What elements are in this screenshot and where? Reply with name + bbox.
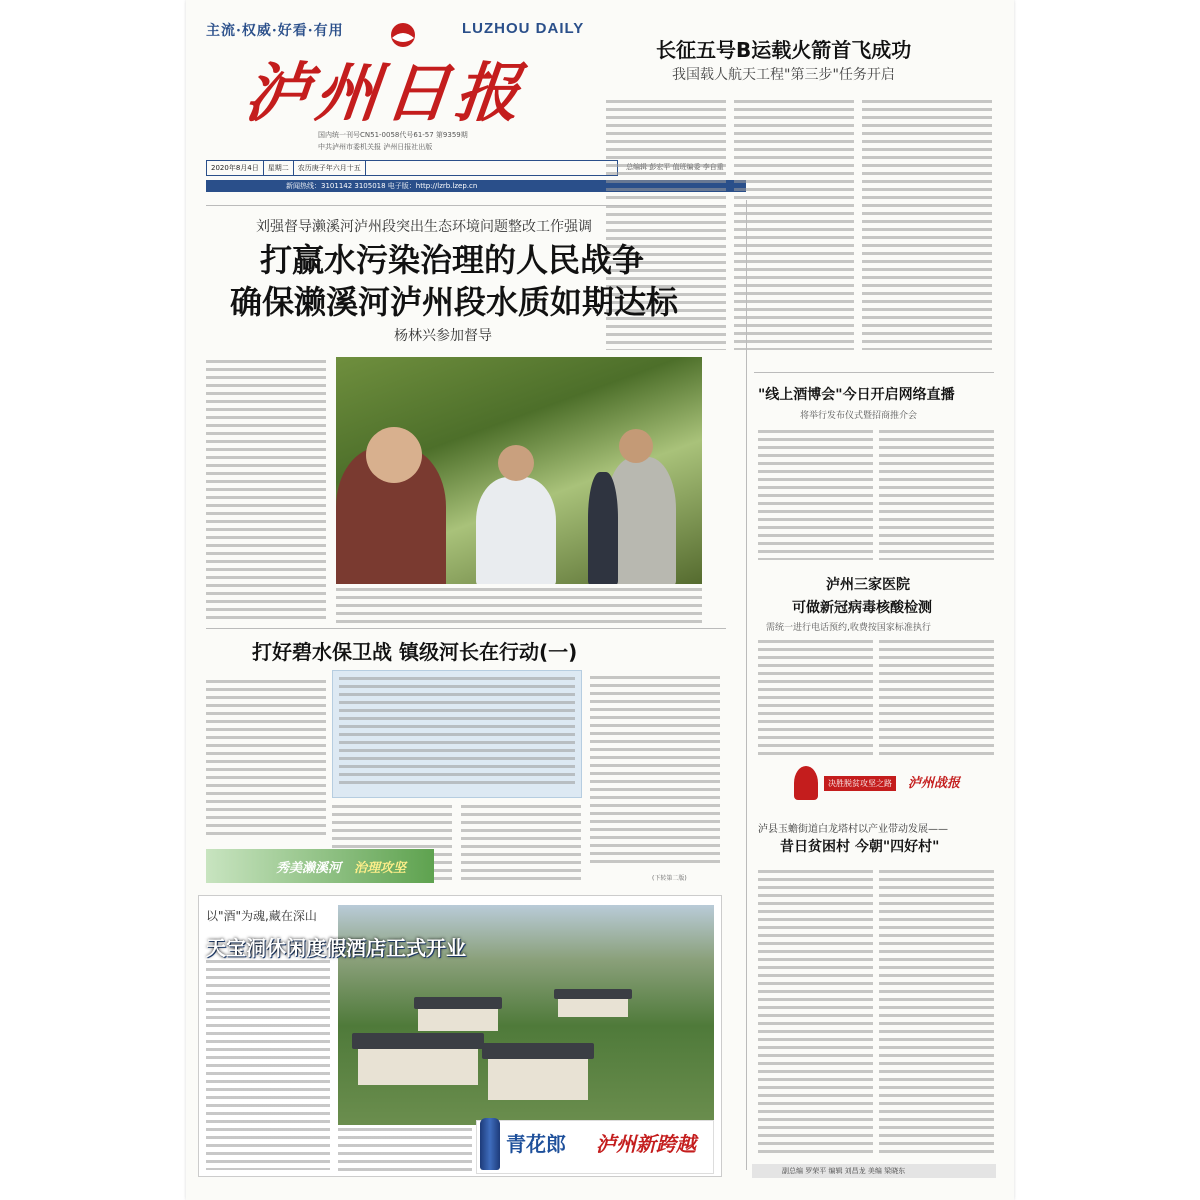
article-text (879, 640, 994, 755)
right-subhead-1: 将举行发布仪式暨招商推介会 (800, 411, 918, 421)
footer-credits: 副总编 罗荣平 编辑 刘昌龙 美编 梁晓东 (752, 1164, 996, 1178)
english-name: LUZHOU DAILY (462, 20, 585, 37)
main-subline: 杨林兴参加督导 (394, 328, 492, 344)
info-box (332, 670, 582, 798)
masthead-title: 泸州日报 (241, 56, 530, 131)
article-text (206, 960, 330, 1170)
article-text (879, 430, 994, 560)
article-text (734, 100, 854, 350)
right-headline-2a[interactable]: 泸州三家医院 (826, 577, 910, 593)
banner-text-right: 治理攻坚 (354, 861, 407, 876)
right-headline-3[interactable]: 昔日贫困村 今朝"四好村" (780, 839, 940, 855)
article-text (879, 870, 994, 1155)
poverty-title: 泸州战报 (908, 776, 961, 791)
main-headline-line1[interactable]: 打赢水污染治理的人民战争 (260, 241, 645, 279)
photo-caption (336, 588, 702, 624)
divider (206, 628, 726, 629)
ad-brand: 青花郎 (506, 1132, 566, 1156)
divider (206, 205, 726, 206)
lead-headline[interactable]: 长征五号B运载火箭首飞成功 (656, 38, 912, 62)
banner-text-left: 秀美濑溪河 (276, 861, 342, 876)
hotel-kicker: 以"酒"为魂,藏在深山 (206, 909, 317, 923)
continued-note: (下转第二版) (652, 875, 687, 882)
article-text (206, 360, 326, 620)
right-subhead-2: 需统一进行电话预约,收费按国家标准执行 (766, 623, 931, 633)
article-text (590, 676, 720, 866)
article-text (206, 680, 326, 840)
slogan: 主流·权威·好看·有用 (206, 23, 344, 39)
article-text (862, 100, 992, 350)
main-kicker: 刘强督导濑溪河泸州段突出生态环境问题整改工作强调 (256, 219, 592, 235)
publisher-line: 中共泸州市委机关报 泸州日报社出版 (318, 143, 433, 151)
article-text (758, 870, 873, 1155)
ad-slogan: 泸州新跨越 (596, 1132, 696, 1156)
article-text (606, 100, 726, 200)
hotel-headline[interactable]: 天宝洞休闲度假酒店正式开业 (206, 936, 466, 960)
divider (754, 372, 994, 373)
inspection-photo (336, 357, 702, 584)
article-text (461, 805, 581, 885)
poverty-emblem-icon (794, 766, 818, 800)
date-bar (206, 160, 618, 176)
right-headline-2b[interactable]: 可做新冠病毒核酸检测 (792, 600, 932, 616)
editors-line: 总编辑 彭宏平 值班编委 李自重 (626, 163, 724, 171)
lunar-date: 农历庚子年六月十五 (294, 161, 366, 175)
article-text (338, 1128, 472, 1172)
date: 2020年8月4日 (207, 161, 264, 175)
weekday: 星期二 (264, 161, 294, 175)
newspaper-page (186, 0, 1014, 1200)
column-divider (746, 200, 747, 1170)
right-headline-1[interactable]: "线上酒博会"今日开启网络直播 (758, 387, 955, 403)
contact-bar: 新闻热线：3101142 3105018 电子版：http://lzrb.lzep.cn (206, 180, 746, 192)
issue-meta: 国内统一刊号CN51-0058代号61-57 第9359期 (318, 131, 468, 139)
bottle-icon (480, 1118, 500, 1170)
main-headline-line2[interactable]: 确保濑溪河泸州段水质如期达标 (230, 283, 679, 321)
second-headline[interactable]: 打好碧水保卫战 镇级河长在行动(一) (252, 640, 578, 664)
article-text (758, 430, 873, 560)
right-kicker-3: 泸县玉蟾街道白龙塔村以产业带动发展—— (758, 824, 948, 835)
article-text (758, 640, 873, 755)
poverty-badge: 决胜脱贫攻坚之路 (824, 776, 896, 791)
lead-subhead: 我国载人航天工程"第三步"任务开启 (672, 67, 895, 83)
